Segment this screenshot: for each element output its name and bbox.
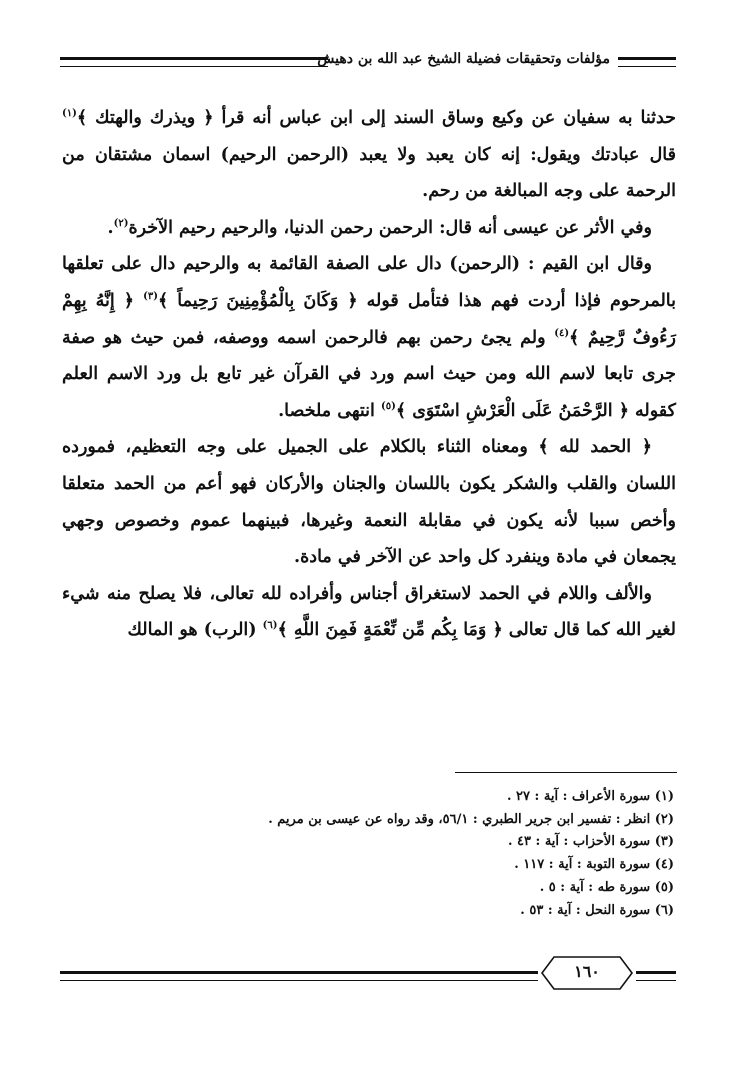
page-number: ١٦٠ bbox=[574, 962, 600, 981]
page-header bbox=[60, 48, 676, 74]
footnote: (٥) سورة طه : آية : ٥ . bbox=[539, 879, 674, 895]
footnotes-list bbox=[114, 786, 674, 922]
text-run: ﴿ الحمد لله ﴾ ومعناه الثناء بالكلام على الجميل على وجه التعظيم، فمورده اللسان والقلب والشكر يكون باللسان والجنان والأركان فهو أعم من الحمد متعلقا وأخص سببا لأنه يكون في مقابلة النعمة وغيرها، فبينهما عموم وخصوص وجهي يجمعان في مادة وينفرد كل واحد عن الآخر في مادة. bbox=[62, 437, 676, 568]
footnote-reference: (٥) bbox=[381, 400, 396, 412]
footnote-reference: (٤) bbox=[554, 327, 570, 339]
header-title: مؤلفات وتحقيقات فضيلة الشيخ عبد الله بن دهيش bbox=[317, 51, 610, 67]
text-run: . bbox=[107, 217, 114, 238]
paragraph bbox=[62, 429, 676, 575]
text-run: انتهى ملخصا. bbox=[278, 400, 382, 421]
footnote-reference: (٢) bbox=[113, 217, 129, 229]
text-run: ولم يجئ رحمن بهم فالرحمن اسمه ووصفه، فمن حيث هو صفة جرى تابعا لاسم الله ومن حيث اسم ورد في القرآن غير تابع بل ورد الاسم العلم كقوله ﴿ الرَّحْمَنُ عَلَى الْعَرْشِ اسْتَوَى ﴾ bbox=[62, 327, 676, 421]
footnote: (٣) سورة الأحزاب : آية : ٤٣ . bbox=[507, 834, 674, 850]
text-run: وفي الأثر عن عيسى أنه قال: الرحمن رحمن الدنيا، والرحيم رحيم الآخرة bbox=[128, 217, 652, 238]
footnote-reference: (٣) bbox=[143, 291, 158, 303]
paragraph bbox=[62, 246, 676, 429]
footer-rule-left bbox=[60, 971, 538, 981]
text-run: قال عبادتك ويقول: إنه كان يعبد ولا يعبد (الرحمن الرحيم) اسمان مشتقان من الرحمة على وجه المبالغة من رحم. bbox=[62, 144, 676, 202]
footnote-reference: (١) bbox=[62, 108, 77, 120]
footnote: (٤) سورة التوبة : آية : ١١٧ . bbox=[514, 857, 674, 873]
footnote: (٦) سورة النحل : آية : ٥٣ . bbox=[520, 902, 674, 918]
text-run: والألف واللام في الحمد لاستغراق أجناس وأفراده لله تعالى، فلا يصلح منه شيء لغير الله كما قال تعالى ﴿ وَمَا بِكُم مِّن نِّعْمَةٍ فَمِنَ اللَّهِ ﴾ bbox=[62, 583, 676, 641]
footnote-reference: (٦) bbox=[262, 620, 278, 632]
text-run: وقال ابن القيم : (الرحمن) دال على الصفة القائمة به والرحيم دال على تعلقها بالمرحوم فإذا أردت فهم هذا فتأمل قوله ﴿ وَكَانَ بِالْمُؤْمِنِينَ رَحِيماً ﴾ bbox=[62, 254, 676, 311]
paragraph bbox=[62, 576, 676, 649]
footer-rule-right bbox=[636, 971, 676, 981]
text-run: ﴿ إِنَّهُ بِهِمْ رَءُوفٌ رَّحِيمٌ ﴾ bbox=[62, 290, 676, 348]
footnote: (٢) انظر : تفسير ابن جرير الطبري : ٥٦/١، وقد رواه عن عيسى بن مريم . bbox=[268, 811, 674, 827]
footnote-separator bbox=[455, 772, 677, 773]
footnote: (١) سورة الأعراف : آية : ٢٧ . bbox=[506, 789, 674, 804]
text-run: (الرب) هو المالك bbox=[127, 620, 263, 641]
header-rule-left bbox=[60, 57, 328, 67]
paragraph bbox=[62, 210, 676, 247]
header-rule-right bbox=[618, 57, 676, 67]
page-footer bbox=[60, 955, 676, 995]
page-number-badge bbox=[540, 955, 634, 991]
main-text bbox=[62, 100, 676, 649]
paragraph bbox=[62, 100, 676, 210]
text-run: حدثنا به سفيان عن وكيع وساق السند إلى ابن عباس أنه قرأ ﴿ ويذرك والهتك ﴾ bbox=[76, 108, 676, 128]
